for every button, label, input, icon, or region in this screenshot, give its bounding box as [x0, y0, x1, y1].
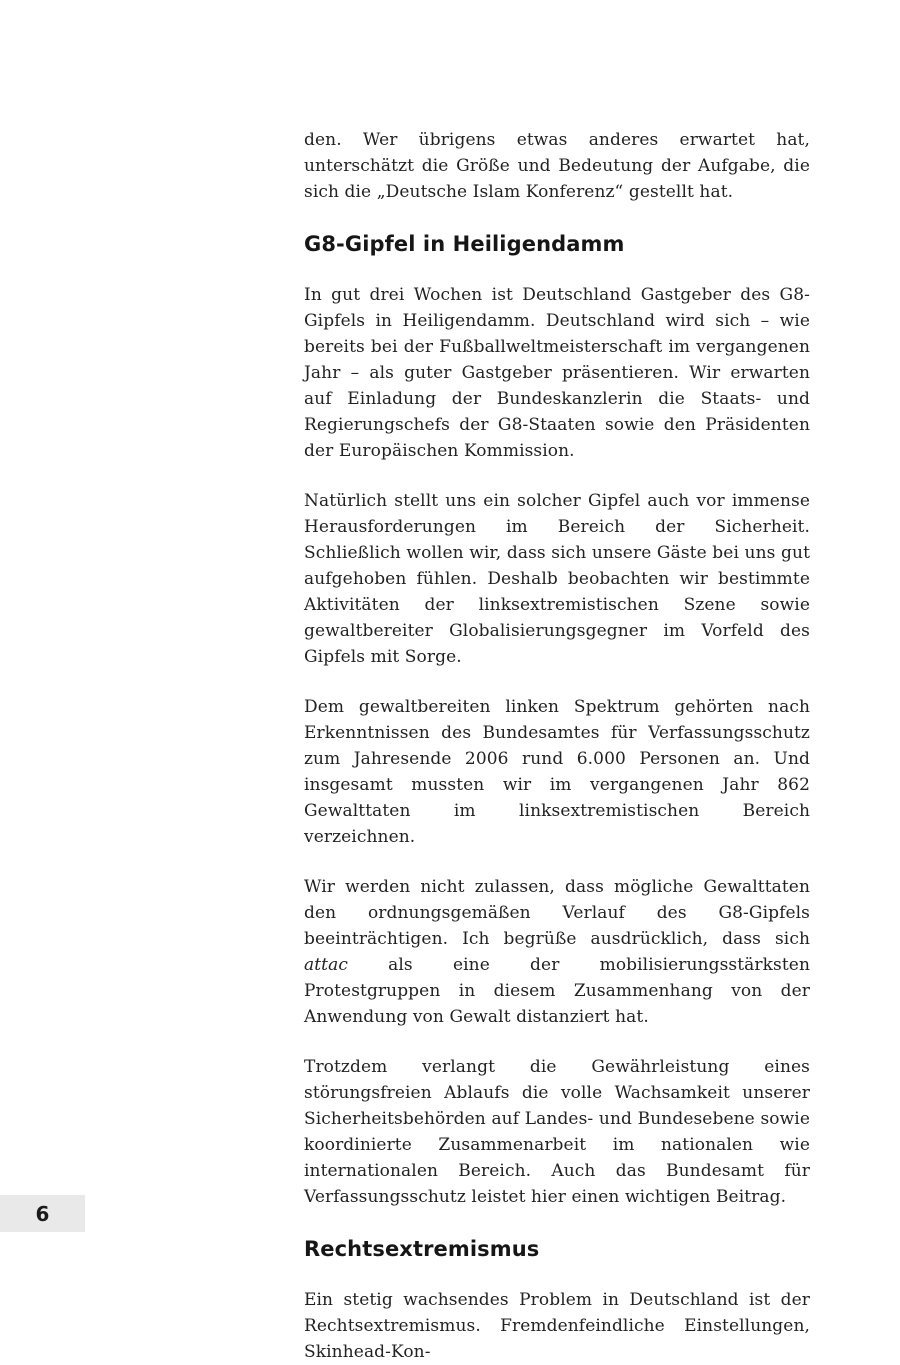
attac-italic-term: attac [304, 955, 348, 975]
paragraph-attac-after: als eine der mobilisierungsstärksten Protestgruppen in diesem Zusammenhang von der Anwendung von Gewalt distanziert hat. [304, 955, 810, 1027]
paragraph-attac-before: Wir werden nicht zulassen, dass mögliche Gewalttaten den ordnungsgemäßen Verlauf des G8-Gipfels beeinträchtigen. Ich begrüße ausdrücklich, dass sich [304, 877, 810, 949]
page-number-box [0, 1195, 85, 1232]
paragraph-g8-hosting: In gut drei Wochen ist Deutschland Gastgeber des G8-Gipfels in Heiligendamm. Deutschland wird sich – wie bereits bei der Fußballweltmeisterschaft im vergangenen Jahr – als guter Gastgeber präsentieren. Wir erwarten auf Einladung der Bundeskanzlerin die Staats- und Regierungschefs der G8-Staaten sowie den Präsidenten der Europäischen Kommission. [304, 285, 810, 461]
section-heading-rechtsextremismus: Rechtsextremismus [304, 1237, 540, 1261]
paragraph-rechtsextremismus-intro: Ein stetig wachsendes Problem in Deutschland ist der Rechtsextremismus. Fremdenfeindliche Einstellungen, Skinhead-Kon- [304, 1290, 810, 1362]
paragraph-g8-security-challenges: Natürlich stellt uns ein solcher Gipfel auch vor immense Herausforderungen im Bereich der Sicherheit. Schließlich wollen wir, dass sich unsere Gäste bei uns gut aufgehoben fühlen. Deshalb beobachten wir bestimmte Aktivitäten der linksextremistischen Szene sowie gewaltbereiter Globalisierungsgegner im Vorfeld des Gipfels mit Sorge. [304, 491, 810, 667]
paragraph-g8-attac [304, 874, 810, 1030]
paragraph-g8-vigilance: Trotzdem verlangt die Gewährleistung eines störungsfreien Ablaufs die volle Wachsamkeit unserer Sicherheitsbehörden auf Landes- und Bundesebene sowie koordinierte Zusammenarbeit im nationalen wie internationalen Bereich. Auch das Bundesamt für Verfassungsschutz leistet hier einen wichtigen Beitrag. [304, 1057, 810, 1207]
page-number: 6 [35, 1201, 50, 1226]
section-heading-g8-gipfel: G8-Gipfel in Heiligendamm [304, 232, 625, 256]
text-column [304, 127, 810, 1365]
paragraph-intro-continuation: den. Wer übrigens etwas anderes erwartet hat, unterschätzt die Größe und Bedeutung der Aufgabe, die sich die „Deutsche Islam Konferenz“ gestellt hat. [304, 130, 810, 202]
paragraph-g8-left-spectrum-figures: Dem gewaltbereiten linken Spektrum gehörten nach Erkenntnissen des Bundesamtes für Verfassungsschutz zum Jahresende 2006 rund 6.000 Personen an. Und insgesamt mussten wir im vergangenen Jahr 862 Gewalttaten im linksextremistischen Bereich verzeichnen. [304, 697, 810, 847]
